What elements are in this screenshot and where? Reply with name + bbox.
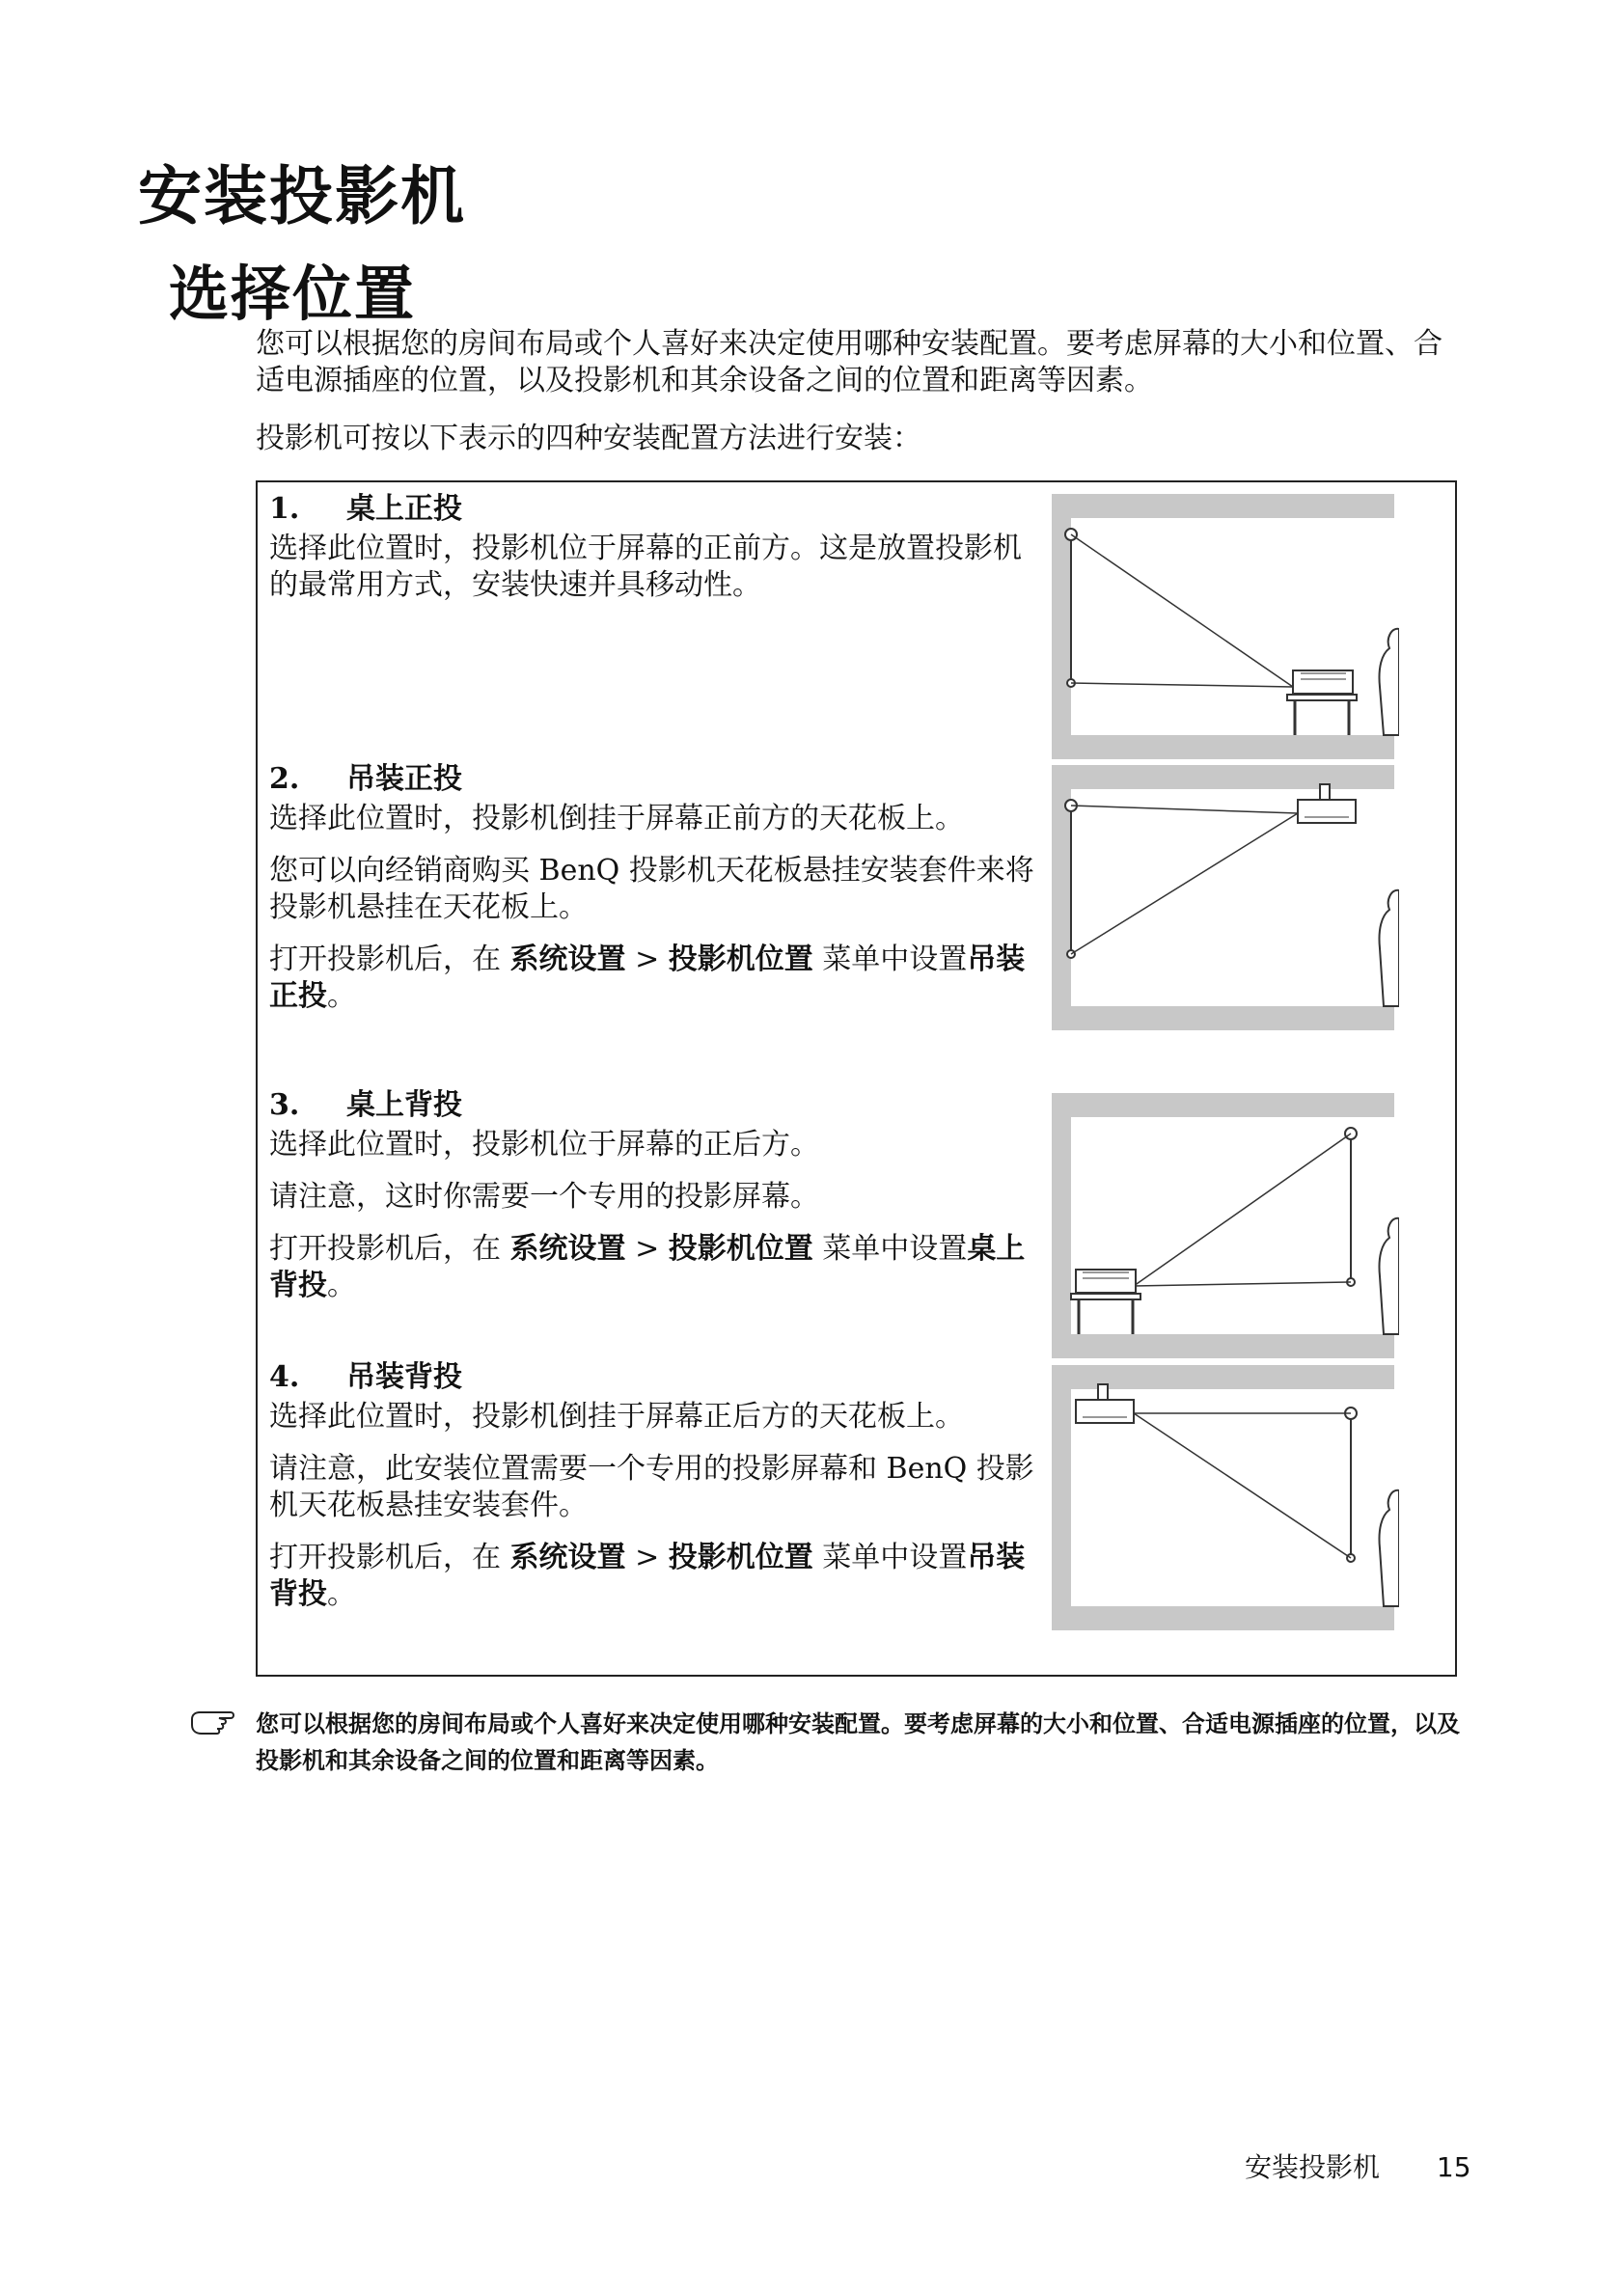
person-silhouette-icon — [1379, 1490, 1399, 1606]
option-menu-path: 打开投影机后，在 系统设置 > 投影机位置 菜单中设置吊装正投。 — [269, 943, 1026, 1013]
menu-value: 吊装背投 — [269, 1541, 1026, 1611]
option-number: 3. — [269, 1088, 300, 1122]
figure-ceiling-rear — [1052, 1365, 1399, 1630]
option-heading — [269, 1088, 1041, 1123]
page-footer — [1245, 2146, 1471, 2185]
option-description: 选择此位置时，投影机位于屏幕的正前方。这是放置投影机的最常用方式，安装快速并具移动性。 — [269, 532, 1022, 602]
projector-icon — [1293, 670, 1353, 694]
option-kit-note: 您可以向经销商购买 BenQ 投影机天花板悬挂安装套件来将投影机悬挂在天花板上。 — [269, 854, 1034, 924]
page-number: 15 — [1436, 2151, 1471, 2183]
projector-icon — [1076, 1384, 1134, 1423]
menu-projector-position: 投影机位置 — [668, 943, 813, 976]
lead-paragraph: 投影机可按以下表示的四种安装配置方法进行安装： — [256, 422, 921, 455]
menu-system-settings: 系统设置 — [509, 1541, 626, 1574]
menu-projector-position: 投影机位置 — [668, 1232, 813, 1266]
menu-value: 桌上背投 — [269, 1232, 1026, 1302]
option-title: 吊装正投 — [346, 762, 462, 796]
option-ceiling-rear — [269, 1360, 1041, 1628]
figure-ceiling-front — [1052, 765, 1399, 1030]
option-title: 吊装背投 — [346, 1360, 462, 1394]
page-title: 安装投影机 — [138, 159, 466, 233]
projector-icon — [1298, 784, 1356, 823]
figure-desktop-rear — [1052, 1093, 1399, 1358]
option-menu-path: 打开投影机后，在 系统设置 > 投影机位置 菜单中设置吊装背投。 — [269, 1541, 1026, 1611]
table-icon — [1287, 695, 1357, 735]
option-heading — [269, 762, 1041, 797]
note-text: 您可以根据您的房间布局或个人喜好来决定使用哪种安装配置。要考虑屏幕的大小和位置、合适电源插座的位置，以及投影机和其余设备之间的位置和距离等因素。 — [256, 1710, 1460, 1774]
option-title: 桌上背投 — [346, 1088, 462, 1122]
section-title: 选择位置 — [169, 259, 417, 329]
option-menu-path: 打开投影机后，在 系统设置 > 投影机位置 菜单中设置桌上背投。 — [269, 1232, 1026, 1302]
person-silhouette-icon — [1379, 1218, 1399, 1334]
installation-options-box — [256, 480, 1457, 1677]
menu-system-settings: 系统设置 — [509, 943, 626, 976]
projector-icon — [1076, 1270, 1136, 1293]
option-desktop-rear — [269, 1088, 1041, 1320]
option-description: 选择此位置时，投影机位于屏幕的正后方。 — [269, 1128, 819, 1162]
pointing-hand-icon — [188, 1706, 242, 1740]
menu-value: 吊装正投 — [269, 943, 1026, 1013]
option-description: 选择此位置时，投影机倒挂于屏幕正前方的天花板上。 — [269, 802, 964, 835]
option-heading — [269, 1360, 1041, 1395]
option-screen-note: 请注意，这时你需要一个专用的投影屏幕。 — [269, 1180, 819, 1214]
option-description: 选择此位置时，投影机倒挂于屏幕正后方的天花板上。 — [269, 1400, 964, 1434]
option-desktop-front — [269, 492, 1041, 619]
person-silhouette-icon — [1379, 890, 1399, 1006]
footer-section-title: 安装投影机 — [1245, 2151, 1381, 2183]
option-title: 桌上正投 — [346, 492, 462, 526]
option-number: 4. — [269, 1360, 300, 1394]
figure-desktop-front — [1052, 494, 1399, 759]
intro-paragraph: 您可以根据您的房间布局或个人喜好来决定使用哪种安装配置。要考虑屏幕的大小和位置、合适电源插座的位置，以及投影机和其余设备之间的位置和距离等因素。 — [256, 327, 1442, 397]
option-screen-note: 请注意，此安装位置需要一个专用的投影屏幕和 BenQ 投影机天花板悬挂安装套件。 — [269, 1452, 1034, 1522]
menu-system-settings: 系统设置 — [509, 1232, 626, 1266]
table-icon — [1071, 1294, 1140, 1334]
option-number: 2. — [269, 762, 300, 796]
option-ceiling-front — [269, 762, 1041, 1030]
option-heading — [269, 492, 1041, 527]
person-silhouette-icon — [1379, 629, 1399, 735]
option-number: 1. — [269, 492, 300, 526]
menu-projector-position: 投影机位置 — [668, 1541, 813, 1574]
